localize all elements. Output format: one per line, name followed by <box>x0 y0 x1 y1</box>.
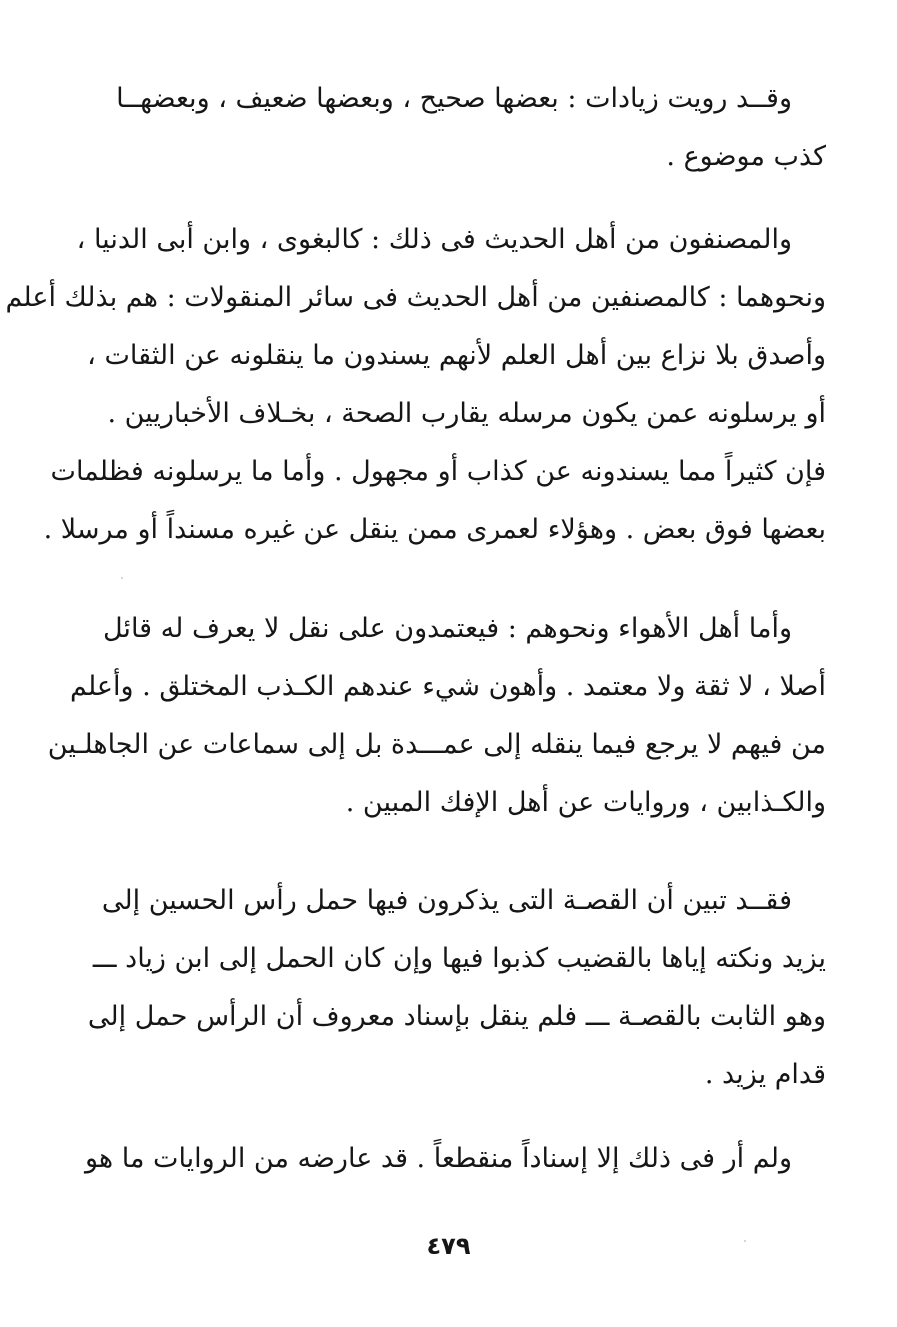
paragraph-2-line-3: وأصدق بلا نزاع بين أهل العلم لأنهم يسندون ما ينقلونه عن الثقات ، <box>87 340 826 371</box>
scan-speck <box>121 577 123 579</box>
paragraph-2-line-1: والمصنفون من أهل الحديث فى ذلك : كالبغوى ، وابن أبى الدنيا ، <box>76 224 792 255</box>
paragraph-3-line-2: أصلا ، لا ثقة ولا معتمد . وأهون شيء عندهم الكـذب المختلق . وأعلم <box>70 671 826 702</box>
paragraph-2-line-5: فإن كثيراً مما يسندونه عن كذاب أو مجهول . وأما ما يرسلونه فظلمات <box>50 456 826 487</box>
page-number: ٤٧٩ <box>426 1232 471 1260</box>
paragraph-3-line-1: وأما أهل الأهواء ونحوهم : فيعتمدون على نقل لا يعرف له قائل <box>102 613 792 644</box>
paragraph-1 <box>104 70 826 186</box>
paragraph-4-line-1: فقــد تبين أن القصـة التى يذكرون فيها حمل رأس الحسين إلى <box>101 885 792 916</box>
paragraph-3 <box>47 600 826 832</box>
paragraph-5 <box>84 1130 826 1188</box>
paragraph-4-line-3: وهو الثابت بالقصـة ـــ فلم ينقل بإسناد معروف أن الرأس حمل إلى <box>87 1001 826 1032</box>
paragraph-1-line-1: وقــد رويت زيادات : بعضها صحيح ، وبعضها ضعيف ، وبعضهــا <box>116 83 792 114</box>
paragraph-1-line-2: كذب موضوع . <box>666 141 826 172</box>
paragraph-5-line-1: ولم أر فى ذلك إلا إسناداً منقطعاً . قد عارضه من الروايات ما هو <box>84 1143 792 1174</box>
paragraph-4-line-2: يزيد ونكته إياها بالقضيب كذبوا فيها وإن كان الحمل إلى ابن زياد ـــ <box>92 943 826 974</box>
paragraph-2-line-4: أو يرسلونه عمن يكون مرسله يقارب الصحة ، بخـلاف الأخباريين . <box>107 398 826 429</box>
paragraph-4 <box>87 872 826 1104</box>
paragraph-3-line-3: من فيهم لا يرجع فيما ينقله إلى عمـــدة بل إلى سماعات عن الجاهلـين <box>47 729 826 760</box>
paragraph-2-line-6: بعضها فوق بعض . وهؤلاء لعمرى ممن ينقل عن غيره مسنداً أو مرسلا . <box>43 514 826 545</box>
paragraph-2-line-2: ونحوهما : كالمصنفين من أهل الحديث فى سائر المنقولات : هم بذلك أعلم <box>5 282 826 313</box>
paragraph-3-line-4: والكـذابين ، وروايات عن أهل الإفك المبين . <box>345 787 826 818</box>
paragraph-2 <box>5 211 826 559</box>
scan-speck <box>744 1240 746 1242</box>
paragraph-4-line-4: قدام يزيد . <box>704 1059 826 1090</box>
